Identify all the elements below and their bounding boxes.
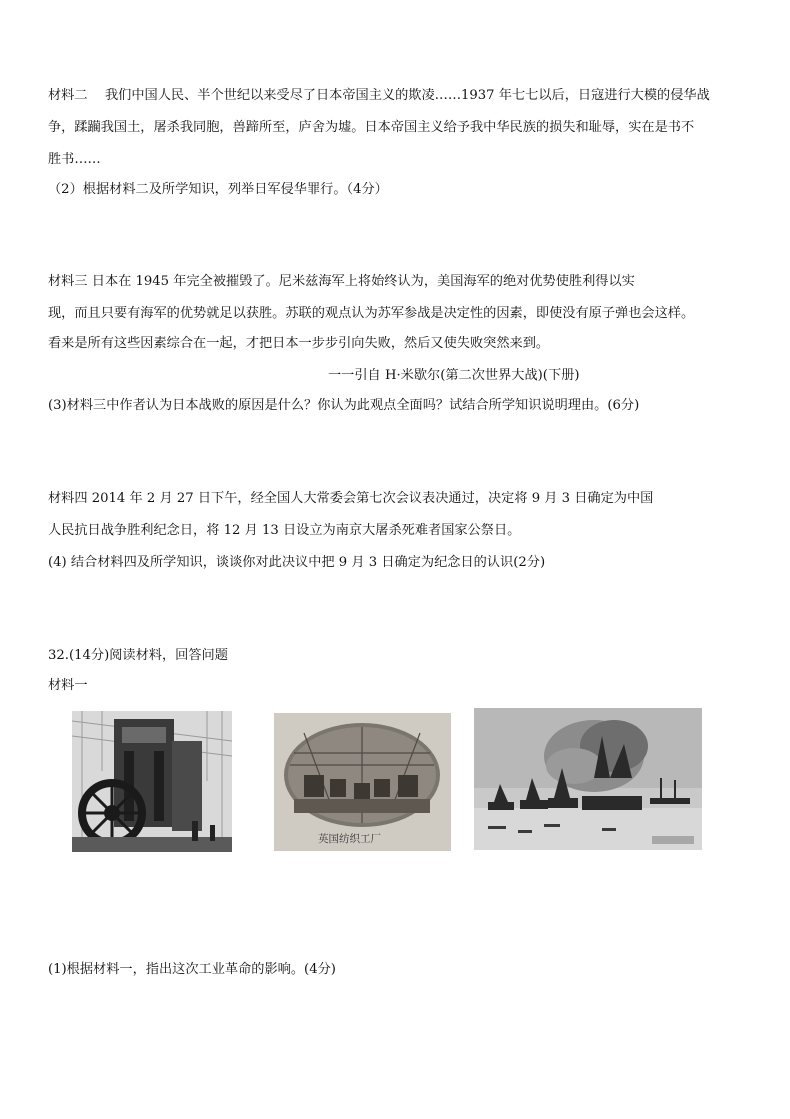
material4-line2: 人民抗日战争胜利纪念日，将 12 月 13 日设立为南京大屠杀死难者国家公祭日。 xyxy=(48,523,521,538)
question-4: (4) 结合材料四及所学知识，谈谈你对此决议中把 9 月 3 日确定为纪念日的认识(2分) xyxy=(48,555,546,570)
question-2: （2）根据材料二及所学知识，列举日军侵华罪行。（4分） xyxy=(48,182,388,197)
q32-question-1: (1)根据材料一，指出这次工业革命的影响。(4分) xyxy=(48,962,336,977)
material3-line2: 现，而且只要有海军的优势就足以获胜。苏联的观点认为苏军参战是决定性的因素，即使没有原子弹也会这样。 xyxy=(48,306,695,321)
material2-line3: 胜书…… xyxy=(48,152,101,167)
material2-line2: 争，蹂躏我国土，屠杀我同胞，兽蹄所至，庐舍为墟。日本帝国主义给予我中华民族的损失和耻辱，实在是书不 xyxy=(48,120,695,135)
textile-factory-image xyxy=(274,713,451,851)
material4-line1: 材料四 2014 年 2 月 27 日下午，经全国人大常委会第七次会议表决通过，决定将 9 月 3 日确定为中国 xyxy=(48,491,654,506)
q32-heading: 32.(14分)阅读材料，回答问题 xyxy=(48,648,228,663)
material3-line3: 看来是所有这些因素综合在一起，才把日本一步步引向失败，然后又使失败突然来到。 xyxy=(48,336,550,351)
material2-line1: 材料二 我们中国人民、半个世纪以来受尽了日本帝国主义的欺凌……1937 年七七以后，日寇进行大模的侵华战 xyxy=(48,88,710,103)
material3-line1: 材料三 日本在 1945 年完全被摧毁了。尼米兹海军上将始终认为，美国海军的绝对优势使胜利得以实 xyxy=(48,274,635,289)
textile-factory-caption: 英国纺织工厂 xyxy=(318,833,381,845)
steam-engine-image xyxy=(72,711,232,852)
material3-source: 一一引自 H·米歇尔(第二次世界大战)(下册) xyxy=(328,368,580,383)
q32-material1-label: 材料一 xyxy=(48,678,88,693)
question-3: (3)材料三中作者认为日本战败的原因是什么？你认为此观点全面吗？试结合所学知识说明理由。(6分) xyxy=(48,398,640,413)
naval-battle-image xyxy=(474,708,702,850)
